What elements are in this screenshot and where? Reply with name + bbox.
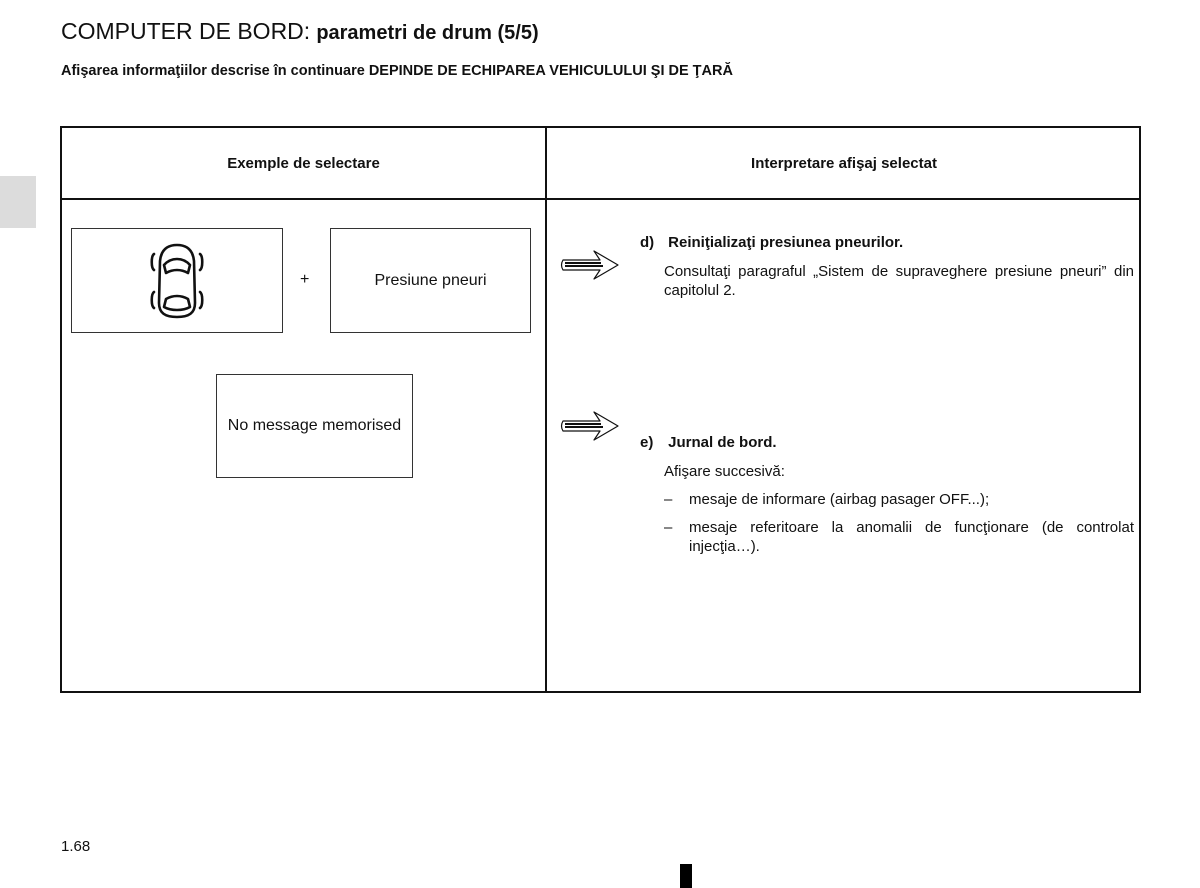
column-header-examples: Exemple de selectare <box>227 154 380 172</box>
entry-e-label: e) <box>640 434 654 451</box>
entry-d-label: d) <box>640 234 655 251</box>
title-sub: parametri de drum (5/5) <box>316 22 539 44</box>
list-item <box>664 490 1134 509</box>
plus-sign: + <box>300 271 310 288</box>
bullet-text: mesaje referitoare la anomalii de funcţionare (de controlat injecţia…). <box>689 519 1134 555</box>
entry-e-heading <box>640 434 777 451</box>
page-number: 1.68 <box>61 838 91 855</box>
title-main: COMPUTER DE BORD: <box>61 18 311 44</box>
entry-d-text: Consultaţi paragraful „Sistem de supraveghere presiune pneuri” din capitolul 2. <box>664 263 1134 299</box>
entry-e-title: Jurnal de bord. <box>668 434 777 451</box>
header-divider <box>62 198 1139 200</box>
arrow-d-icon <box>560 249 620 281</box>
page-title <box>61 18 539 45</box>
car-tyres-icon <box>147 241 207 321</box>
entry-e-text: Afişare succesivă: <box>664 463 785 480</box>
section-tab-marker <box>0 176 36 228</box>
bullet-dash: – <box>664 519 673 536</box>
page-edge-marker <box>680 864 692 888</box>
no-message-display: No message memorised <box>216 374 413 478</box>
arrow-e-icon <box>560 410 620 442</box>
entry-d-heading <box>640 234 903 251</box>
tyre-pressure-display: Presiune pneuri <box>330 228 531 333</box>
column-divider <box>545 128 547 691</box>
bullet-text: mesaje de informare (airbag pasager OFF...); <box>689 491 990 508</box>
entry-d-title: Reiniţializaţi presiunea pneurilor. <box>668 234 904 251</box>
bullet-dash: – <box>664 491 673 508</box>
page-subtitle: Afişarea informaţiilor descrise în continuare DEPINDE DE ECHIPAREA VEHICULULUI ŞI DE ŢARĂ <box>61 63 733 79</box>
list-item <box>664 518 1134 556</box>
tyre-icon-display <box>71 228 283 333</box>
column-header-interpretation: Interpretare afişaj selectat <box>751 154 937 172</box>
